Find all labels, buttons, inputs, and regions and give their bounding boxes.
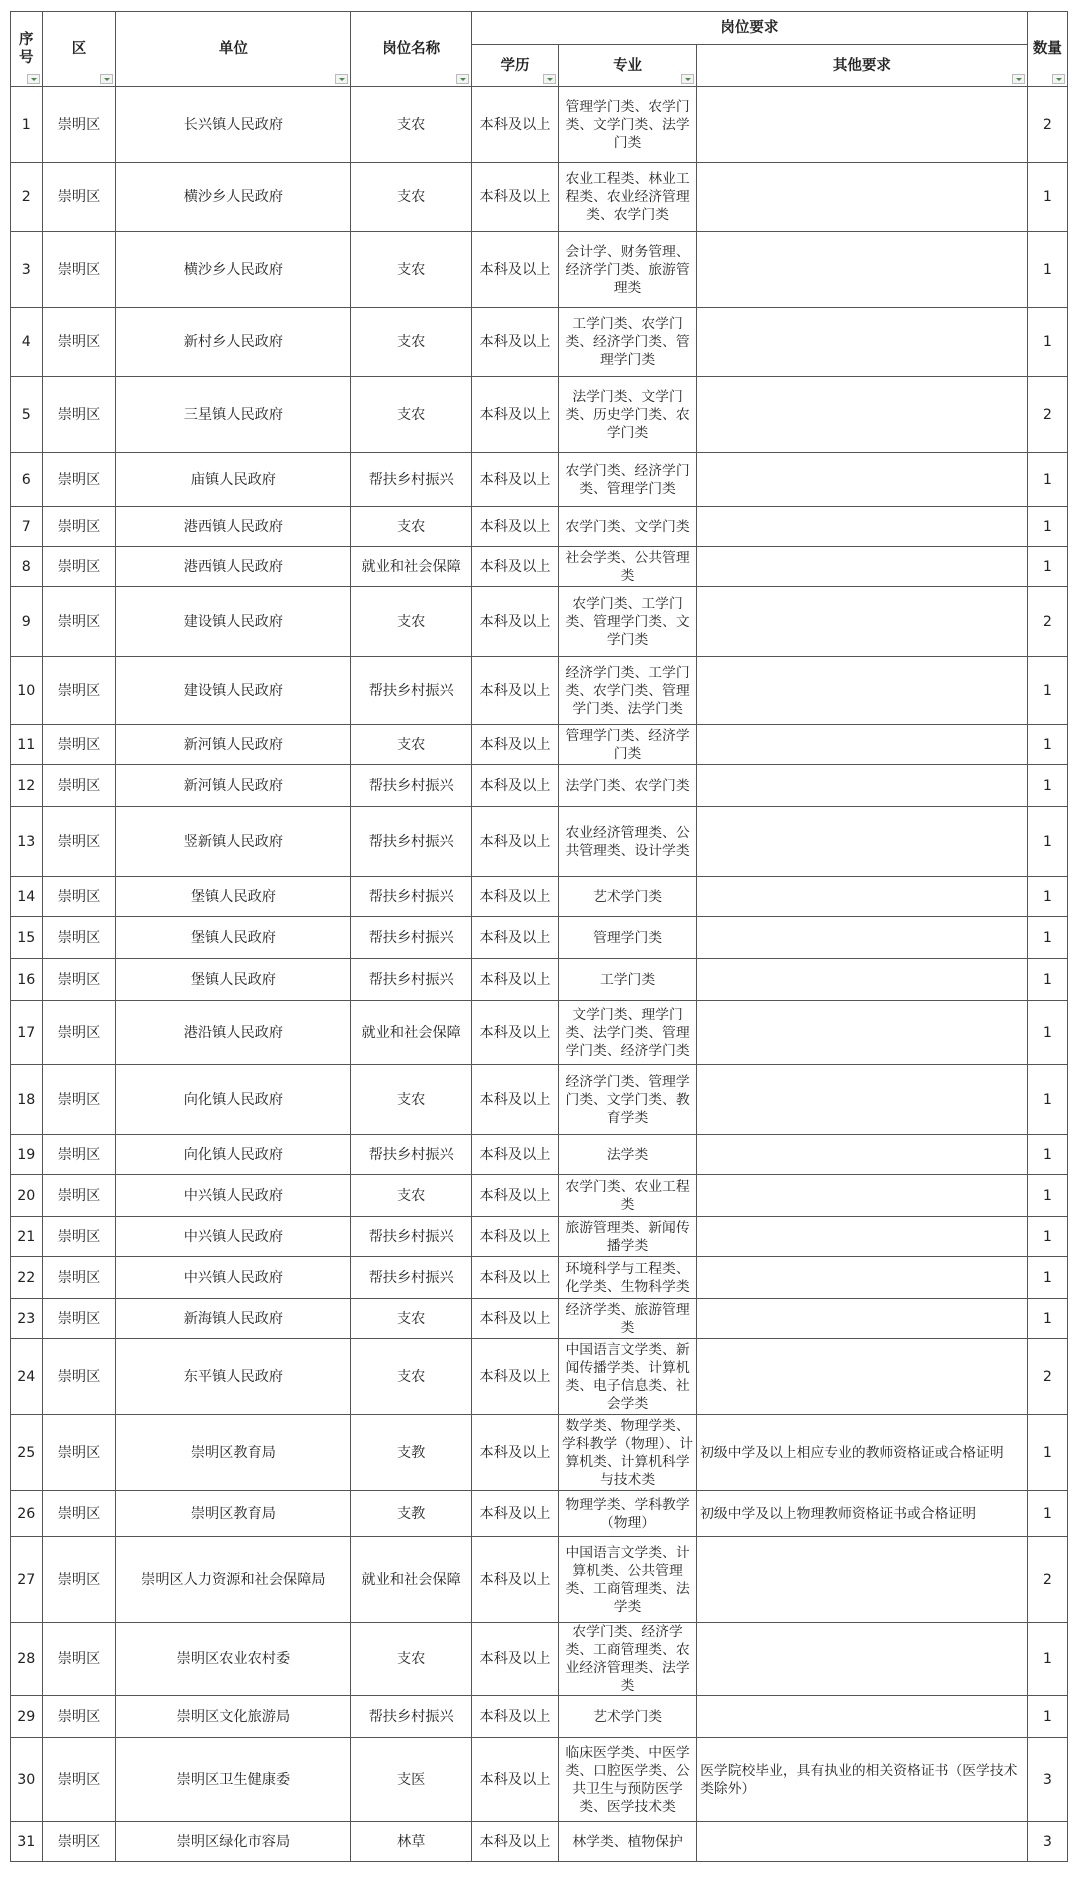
row-education-cell: 本科及以上 [472,1537,559,1623]
row-seq-cell: 8 [11,547,43,587]
row-major-cell: 农学门类、经济学门类、管理学门类 [559,453,697,507]
row-seq-cell: 3 [11,232,43,308]
row-unit-cell: 新河镇人民政府 [116,765,351,807]
row-other-cell [697,1623,1028,1696]
table-row [11,1175,1068,1217]
row-seq-cell: 13 [11,807,43,877]
row-seq-cell: 10 [11,657,43,725]
row-major-cell: 法学类 [559,1135,697,1175]
row-count-cell: 3 [1027,1822,1067,1862]
row-education-cell: 本科及以上 [472,877,559,917]
row-count-cell: 1 [1027,1175,1067,1217]
row-major-cell: 文学门类、理学门类、法学门类、管理学门类、经济学门类 [559,1001,697,1065]
row-count-cell: 1 [1027,453,1067,507]
row-seq-cell: 15 [11,917,43,959]
table-row [11,959,1068,1001]
row-district-cell: 崇明区 [42,1537,116,1623]
row-unit-cell: 堡镇人民政府 [116,959,351,1001]
row-district-cell: 崇明区 [42,308,116,377]
row-seq-cell: 16 [11,959,43,1001]
filter-dropdown-icon[interactable] [335,74,348,84]
row-position-cell: 支农 [351,163,472,232]
filter-dropdown-icon[interactable] [1012,74,1025,84]
row-unit-cell: 向化镇人民政府 [116,1065,351,1135]
row-other-cell [697,587,1028,657]
header-other[interactable]: 其他要求 [697,45,1028,87]
row-other-cell [697,877,1028,917]
table-row [11,87,1068,163]
table-row [11,807,1068,877]
row-position-cell: 支教 [351,1491,472,1537]
table-row [11,507,1068,547]
row-education-cell: 本科及以上 [472,657,559,725]
row-education-cell: 本科及以上 [472,453,559,507]
row-education-cell: 本科及以上 [472,377,559,453]
row-major-cell: 管理学门类 [559,917,697,959]
row-position-cell: 帮扶乡村振兴 [351,959,472,1001]
row-unit-cell: 新海镇人民政府 [116,1299,351,1339]
row-unit-cell: 横沙乡人民政府 [116,163,351,232]
table-row [11,917,1068,959]
row-count-cell: 1 [1027,959,1067,1001]
row-district-cell: 崇明区 [42,1001,116,1065]
row-education-cell: 本科及以上 [472,1135,559,1175]
row-position-cell: 帮扶乡村振兴 [351,657,472,725]
row-education-cell: 本科及以上 [472,308,559,377]
row-education-cell: 本科及以上 [472,507,559,547]
row-count-cell: 1 [1027,657,1067,725]
row-district-cell: 崇明区 [42,765,116,807]
row-position-cell: 支农 [351,1299,472,1339]
row-district-cell: 崇明区 [42,507,116,547]
row-count-cell: 1 [1027,1217,1067,1257]
row-education-cell: 本科及以上 [472,547,559,587]
row-other-cell [697,1135,1028,1175]
table-row [11,877,1068,917]
row-unit-cell: 庙镇人民政府 [116,453,351,507]
table-row [11,1537,1068,1623]
row-education-cell: 本科及以上 [472,1696,559,1738]
row-major-cell: 管理学门类、经济学门类 [559,725,697,765]
row-other-cell [697,959,1028,1001]
row-other-cell [697,1339,1028,1415]
row-district-cell: 崇明区 [42,1257,116,1299]
row-district-cell: 崇明区 [42,1696,116,1738]
row-unit-cell: 东平镇人民政府 [116,1339,351,1415]
row-count-cell: 1 [1027,1415,1067,1491]
row-other-cell [697,308,1028,377]
row-major-cell: 农学门类、工学门类、管理学门类、文学门类 [559,587,697,657]
table-row [11,1491,1068,1537]
table-row [11,1822,1068,1862]
row-unit-cell: 崇明区教育局 [116,1491,351,1537]
row-unit-cell: 港沿镇人民政府 [116,1001,351,1065]
row-major-cell: 旅游管理类、新闻传播学类 [559,1217,697,1257]
row-count-cell: 2 [1027,377,1067,453]
header-unit[interactable]: 单位 [116,12,351,87]
row-position-cell: 支农 [351,232,472,308]
row-education-cell: 本科及以上 [472,807,559,877]
row-position-cell: 支农 [351,1339,472,1415]
row-count-cell: 1 [1027,1623,1067,1696]
row-district-cell: 崇明区 [42,377,116,453]
row-district-cell: 崇明区 [42,453,116,507]
row-count-cell: 2 [1027,1339,1067,1415]
row-major-cell: 农业经济管理类、公共管理类、设计学类 [559,807,697,877]
row-major-cell: 林学类、植物保护 [559,1822,697,1862]
row-count-cell: 1 [1027,765,1067,807]
row-seq-cell: 6 [11,453,43,507]
table-row [11,725,1068,765]
row-position-cell: 就业和社会保障 [351,547,472,587]
row-education-cell: 本科及以上 [472,1217,559,1257]
row-position-cell: 支农 [351,377,472,453]
row-district-cell: 崇明区 [42,1299,116,1339]
table-body [11,87,1068,1862]
table-row [11,453,1068,507]
row-district-cell: 崇明区 [42,917,116,959]
row-position-cell: 支农 [351,725,472,765]
row-major-cell: 经济学门类、工学门类、农学门类、管理学门类、法学门类 [559,657,697,725]
row-education-cell: 本科及以上 [472,232,559,308]
row-position-cell: 支医 [351,1738,472,1822]
row-position-cell: 帮扶乡村振兴 [351,877,472,917]
row-other-cell [697,725,1028,765]
row-major-cell: 临床医学类、中医学类、口腔医学类、公共卫生与预防医学类、医学技术类 [559,1738,697,1822]
row-other-cell [697,547,1028,587]
row-district-cell: 崇明区 [42,657,116,725]
row-unit-cell: 堡镇人民政府 [116,877,351,917]
header-seq[interactable]: 序号 [11,12,43,87]
row-district-cell: 崇明区 [42,232,116,308]
row-district-cell: 崇明区 [42,1822,116,1862]
row-major-cell: 数学类、物理学类、学科教学（物理）、计算机类、计算机科学与技术类 [559,1415,697,1491]
row-position-cell: 就业和社会保障 [351,1001,472,1065]
row-district-cell: 崇明区 [42,1217,116,1257]
row-position-cell: 支教 [351,1415,472,1491]
table-row [11,163,1068,232]
row-seq-cell: 4 [11,308,43,377]
row-other-cell [697,1537,1028,1623]
row-other-cell [697,163,1028,232]
row-district-cell: 崇明区 [42,1491,116,1537]
row-major-cell: 法学门类、文学门类、历史学门类、农学门类 [559,377,697,453]
row-major-cell: 社会学类、公共管理类 [559,547,697,587]
row-district-cell: 崇明区 [42,87,116,163]
table-row [11,377,1068,453]
row-major-cell: 工学门类 [559,959,697,1001]
row-district-cell: 崇明区 [42,877,116,917]
row-count-cell: 1 [1027,1065,1067,1135]
row-count-cell: 1 [1027,1491,1067,1537]
row-seq-cell: 26 [11,1491,43,1537]
row-district-cell: 崇明区 [42,725,116,765]
row-district-cell: 崇明区 [42,959,116,1001]
row-major-cell: 艺术学门类 [559,877,697,917]
row-position-cell: 就业和社会保障 [351,1537,472,1623]
row-other-cell [697,1822,1028,1862]
row-unit-cell: 崇明区人力资源和社会保障局 [116,1537,351,1623]
table-row [11,1738,1068,1822]
row-other-cell [697,1065,1028,1135]
row-unit-cell: 建设镇人民政府 [116,657,351,725]
row-unit-cell: 长兴镇人民政府 [116,87,351,163]
row-position-cell: 帮扶乡村振兴 [351,1217,472,1257]
row-education-cell: 本科及以上 [472,1065,559,1135]
row-education-cell: 本科及以上 [472,1822,559,1862]
header-requirements: 岗位要求 [472,12,1028,45]
row-seq-cell: 24 [11,1339,43,1415]
table-row [11,232,1068,308]
row-major-cell: 中国语言文学类、新闻传播学类、计算机类、电子信息类、社会学类 [559,1339,697,1415]
row-count-cell: 1 [1027,1135,1067,1175]
row-seq-cell: 22 [11,1257,43,1299]
header-count[interactable]: 数量 [1027,12,1067,87]
row-position-cell: 帮扶乡村振兴 [351,807,472,877]
table-row [11,1257,1068,1299]
table-row [11,1696,1068,1738]
table-row [11,1065,1068,1135]
row-seq-cell: 23 [11,1299,43,1339]
recruitment-table [10,11,1068,1862]
row-district-cell: 崇明区 [42,547,116,587]
row-unit-cell: 崇明区教育局 [116,1415,351,1491]
row-unit-cell: 新河镇人民政府 [116,725,351,765]
row-unit-cell: 中兴镇人民政府 [116,1217,351,1257]
table-row [11,765,1068,807]
row-other-cell [697,657,1028,725]
row-seq-cell: 27 [11,1537,43,1623]
row-unit-cell: 向化镇人民政府 [116,1135,351,1175]
row-seq-cell: 30 [11,1738,43,1822]
row-position-cell: 帮扶乡村振兴 [351,453,472,507]
row-other-cell [697,453,1028,507]
row-major-cell: 中国语言文学类、计算机类、公共管理类、工商管理类、法学类 [559,1537,697,1623]
row-district-cell: 崇明区 [42,807,116,877]
row-seq-cell: 28 [11,1623,43,1696]
table-row [11,1217,1068,1257]
row-seq-cell: 11 [11,725,43,765]
filter-dropdown-icon[interactable] [456,74,469,84]
row-other-cell [697,377,1028,453]
row-major-cell: 经济学类、旅游管理类 [559,1299,697,1339]
row-count-cell: 1 [1027,308,1067,377]
row-position-cell: 帮扶乡村振兴 [351,1257,472,1299]
row-unit-cell: 堡镇人民政府 [116,917,351,959]
row-position-cell: 支农 [351,1065,472,1135]
row-unit-cell: 中兴镇人民政府 [116,1257,351,1299]
row-seq-cell: 21 [11,1217,43,1257]
row-position-cell: 支农 [351,87,472,163]
row-count-cell: 1 [1027,1257,1067,1299]
row-position-cell: 帮扶乡村振兴 [351,1696,472,1738]
header-major[interactable]: 专业 [559,45,697,87]
filter-dropdown-icon[interactable] [1052,74,1065,84]
row-education-cell: 本科及以上 [472,1415,559,1491]
row-seq-cell: 9 [11,587,43,657]
row-other-cell [697,807,1028,877]
table-row [11,547,1068,587]
row-other-cell [697,1257,1028,1299]
row-position-cell: 林草 [351,1822,472,1862]
row-count-cell: 3 [1027,1738,1067,1822]
row-other-cell: 初级中学及以上相应专业的教师资格证或合格证明 [697,1415,1028,1491]
row-district-cell: 崇明区 [42,1065,116,1135]
table-header [11,12,1068,87]
table-row [11,1623,1068,1696]
row-major-cell: 经济学门类、管理学门类、文学门类、教育学类 [559,1065,697,1135]
row-unit-cell: 崇明区农业农村委 [116,1623,351,1696]
row-seq-cell: 25 [11,1415,43,1491]
row-count-cell: 2 [1027,87,1067,163]
table-row [11,1135,1068,1175]
row-unit-cell: 崇明区卫生健康委 [116,1738,351,1822]
filter-dropdown-icon[interactable] [100,74,113,84]
table-row [11,1299,1068,1339]
row-position-cell: 帮扶乡村振兴 [351,917,472,959]
row-education-cell: 本科及以上 [472,1175,559,1217]
row-major-cell: 农业工程类、林业工程类、农业经济管理类、农学门类 [559,163,697,232]
row-position-cell: 帮扶乡村振兴 [351,1135,472,1175]
row-other-cell [697,1217,1028,1257]
row-seq-cell: 5 [11,377,43,453]
row-district-cell: 崇明区 [42,1415,116,1491]
row-count-cell: 2 [1027,1537,1067,1623]
row-count-cell: 2 [1027,587,1067,657]
row-count-cell: 1 [1027,232,1067,308]
row-major-cell: 会计学、财务管理、经济学门类、旅游管理类 [559,232,697,308]
row-seq-cell: 31 [11,1822,43,1862]
row-seq-cell: 7 [11,507,43,547]
row-unit-cell: 横沙乡人民政府 [116,232,351,308]
row-count-cell: 1 [1027,507,1067,547]
row-other-cell [697,917,1028,959]
row-seq-cell: 29 [11,1696,43,1738]
row-education-cell: 本科及以上 [472,87,559,163]
row-education-cell: 本科及以上 [472,765,559,807]
row-major-cell: 管理学门类、农学门类、文学门类、法学门类 [559,87,697,163]
row-seq-cell: 20 [11,1175,43,1217]
row-district-cell: 崇明区 [42,587,116,657]
row-education-cell: 本科及以上 [472,917,559,959]
row-count-cell: 1 [1027,547,1067,587]
row-position-cell: 帮扶乡村振兴 [351,765,472,807]
row-district-cell: 崇明区 [42,1175,116,1217]
row-education-cell: 本科及以上 [472,163,559,232]
row-count-cell: 1 [1027,1299,1067,1339]
header-position[interactable]: 岗位名称 [351,12,472,87]
row-other-cell [697,1175,1028,1217]
row-unit-cell: 港西镇人民政府 [116,507,351,547]
row-other-cell [697,87,1028,163]
row-education-cell: 本科及以上 [472,1738,559,1822]
table-row [11,1001,1068,1065]
row-major-cell: 物理学类、学科教学（物理） [559,1491,697,1537]
row-seq-cell: 17 [11,1001,43,1065]
table-row [11,587,1068,657]
row-count-cell: 1 [1027,163,1067,232]
row-education-cell: 本科及以上 [472,1623,559,1696]
row-unit-cell: 港西镇人民政府 [116,547,351,587]
filter-dropdown-icon[interactable] [27,74,40,84]
row-major-cell: 工学门类、农学门类、经济学门类、管理学门类 [559,308,697,377]
filter-dropdown-icon[interactable] [543,74,556,84]
row-other-cell [697,1696,1028,1738]
row-unit-cell: 新村乡人民政府 [116,308,351,377]
filter-dropdown-icon[interactable] [681,74,694,84]
row-unit-cell: 三星镇人民政府 [116,377,351,453]
row-education-cell: 本科及以上 [472,587,559,657]
row-district-cell: 崇明区 [42,163,116,232]
row-seq-cell: 14 [11,877,43,917]
row-other-cell [697,1299,1028,1339]
row-other-cell [697,507,1028,547]
row-major-cell: 农学门类、经济学类、工商管理类、农业经济管理类、法学类 [559,1623,697,1696]
row-district-cell: 崇明区 [42,1623,116,1696]
row-district-cell: 崇明区 [42,1738,116,1822]
row-education-cell: 本科及以上 [472,725,559,765]
row-other-cell [697,1001,1028,1065]
table-row [11,1415,1068,1491]
table-row [11,308,1068,377]
row-unit-cell: 中兴镇人民政府 [116,1175,351,1217]
table-row [11,657,1068,725]
row-major-cell: 法学门类、农学门类 [559,765,697,807]
row-count-cell: 1 [1027,1001,1067,1065]
row-major-cell: 环境科学与工程类、化学类、生物科学类 [559,1257,697,1299]
row-count-cell: 1 [1027,1696,1067,1738]
row-seq-cell: 12 [11,765,43,807]
row-position-cell: 支农 [351,1623,472,1696]
row-count-cell: 1 [1027,725,1067,765]
table-row [11,1339,1068,1415]
row-count-cell: 1 [1027,877,1067,917]
row-other-cell: 医学院校毕业，具有执业的相关资格证书（医学技术类除外） [697,1738,1028,1822]
row-education-cell: 本科及以上 [472,1339,559,1415]
row-count-cell: 1 [1027,807,1067,877]
row-other-cell [697,765,1028,807]
row-unit-cell: 建设镇人民政府 [116,587,351,657]
header-district[interactable]: 区 [42,12,116,87]
row-district-cell: 崇明区 [42,1135,116,1175]
row-seq-cell: 18 [11,1065,43,1135]
row-position-cell: 支农 [351,1175,472,1217]
row-unit-cell: 竖新镇人民政府 [116,807,351,877]
row-position-cell: 支农 [351,587,472,657]
row-education-cell: 本科及以上 [472,1299,559,1339]
row-unit-cell: 崇明区绿化市容局 [116,1822,351,1862]
row-education-cell: 本科及以上 [472,1257,559,1299]
row-major-cell: 农学门类、文学门类 [559,507,697,547]
row-education-cell: 本科及以上 [472,1491,559,1537]
row-unit-cell: 崇明区文化旅游局 [116,1696,351,1738]
row-count-cell: 1 [1027,917,1067,959]
row-major-cell: 艺术学门类 [559,1696,697,1738]
row-district-cell: 崇明区 [42,1339,116,1415]
row-other-cell: 初级中学及以上物理教师资格证书或合格证明 [697,1491,1028,1537]
row-position-cell: 支农 [351,507,472,547]
row-seq-cell: 2 [11,163,43,232]
row-seq-cell: 19 [11,1135,43,1175]
row-education-cell: 本科及以上 [472,1001,559,1065]
row-seq-cell: 1 [11,87,43,163]
row-major-cell: 农学门类、农业工程类 [559,1175,697,1217]
row-position-cell: 支农 [351,308,472,377]
row-other-cell [697,232,1028,308]
header-education[interactable]: 学历 [472,45,559,87]
row-education-cell: 本科及以上 [472,959,559,1001]
